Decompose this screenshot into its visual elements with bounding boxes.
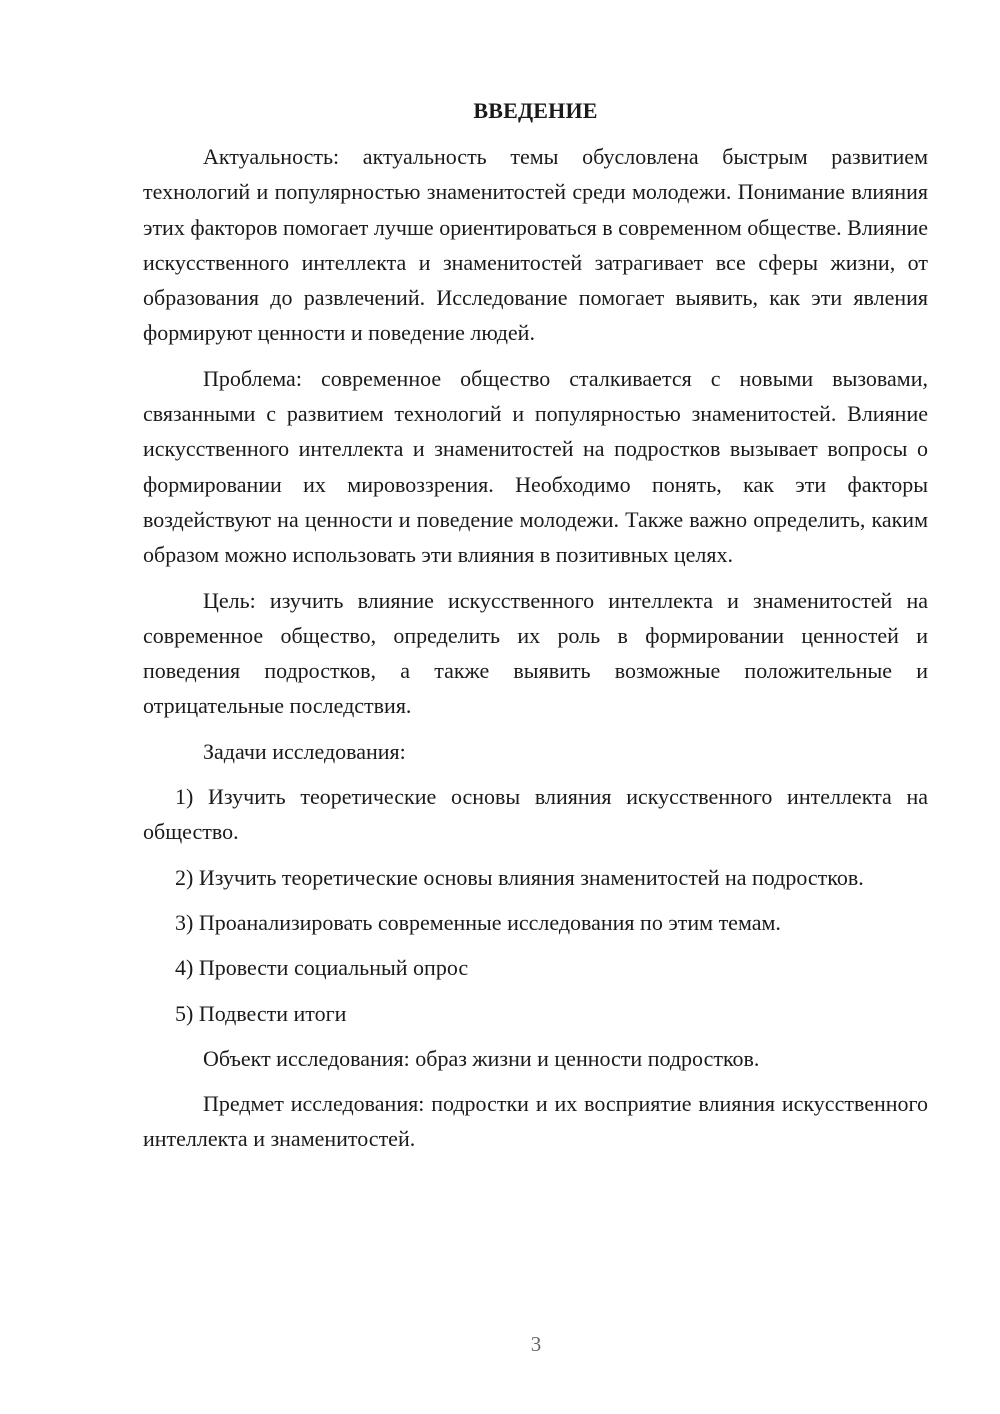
paragraph-object: Объект исследования: образ жизни и ценности подростков. bbox=[203, 1045, 760, 1071]
paragraph-relevance: Актуальность: актуальность темы обусловлена быстрым развитием технологий и популярностью знаменитостей среди молодежи. Понимание влияния этих факторов помогает лучше ориентироваться в современном обществе. Влияние искусственного интеллекта и знаменитостей затрагивает все сферы жизни, от образования до развлечений. Исследование помогает выявить, как эти явления формируют ценности и поведение людей. bbox=[143, 144, 928, 346]
paragraph-subject: Предмет исследования: подростки и их восприятие влияния искусственного интеллекта и знаменитостей. bbox=[143, 1091, 928, 1152]
task-item-4: 4) Провести социальный опрос bbox=[175, 955, 469, 981]
page-title: ВВЕДЕНИЕ bbox=[473, 98, 598, 123]
paragraph-goal: Цель: изучить влияние искусственного интеллекта и знаменитостей на современное общество, определить их роль в формировании ценностей и поведения подростков, а также выявить возможные положительные и отрицательные последствия. bbox=[143, 587, 928, 719]
tasks-heading: Задачи исследования: bbox=[203, 738, 406, 764]
page-body bbox=[143, 96, 928, 1157]
task-item-5: 5) Подвести итоги bbox=[175, 1000, 347, 1026]
paragraph-problem: Проблема: современное общество сталкивается с новыми вызовами, связанными с развитием технологий и популярностью знаменитостей. Влияние искусственного интеллекта и знаменитостей на подростков вызывает вопросы о формировании их мировоззрения. Необходимо понять, как эти факторы воздействуют на ценности и поведение молодежи. Также важно определить, каким образом можно использовать эти влияния в позитивных целях. bbox=[143, 365, 928, 568]
task-item-3: 3) Проанализировать современные исследования по этим темам. bbox=[175, 909, 781, 935]
page-number: 3 bbox=[530, 1332, 542, 1356]
task-item-2: 2) Изучить теоретические основы влияния знаменитостей на подростков. bbox=[175, 864, 864, 890]
task-item-1: 1) Изучить теоретические основы влияния искусственного интеллекта на общество. bbox=[143, 784, 928, 845]
